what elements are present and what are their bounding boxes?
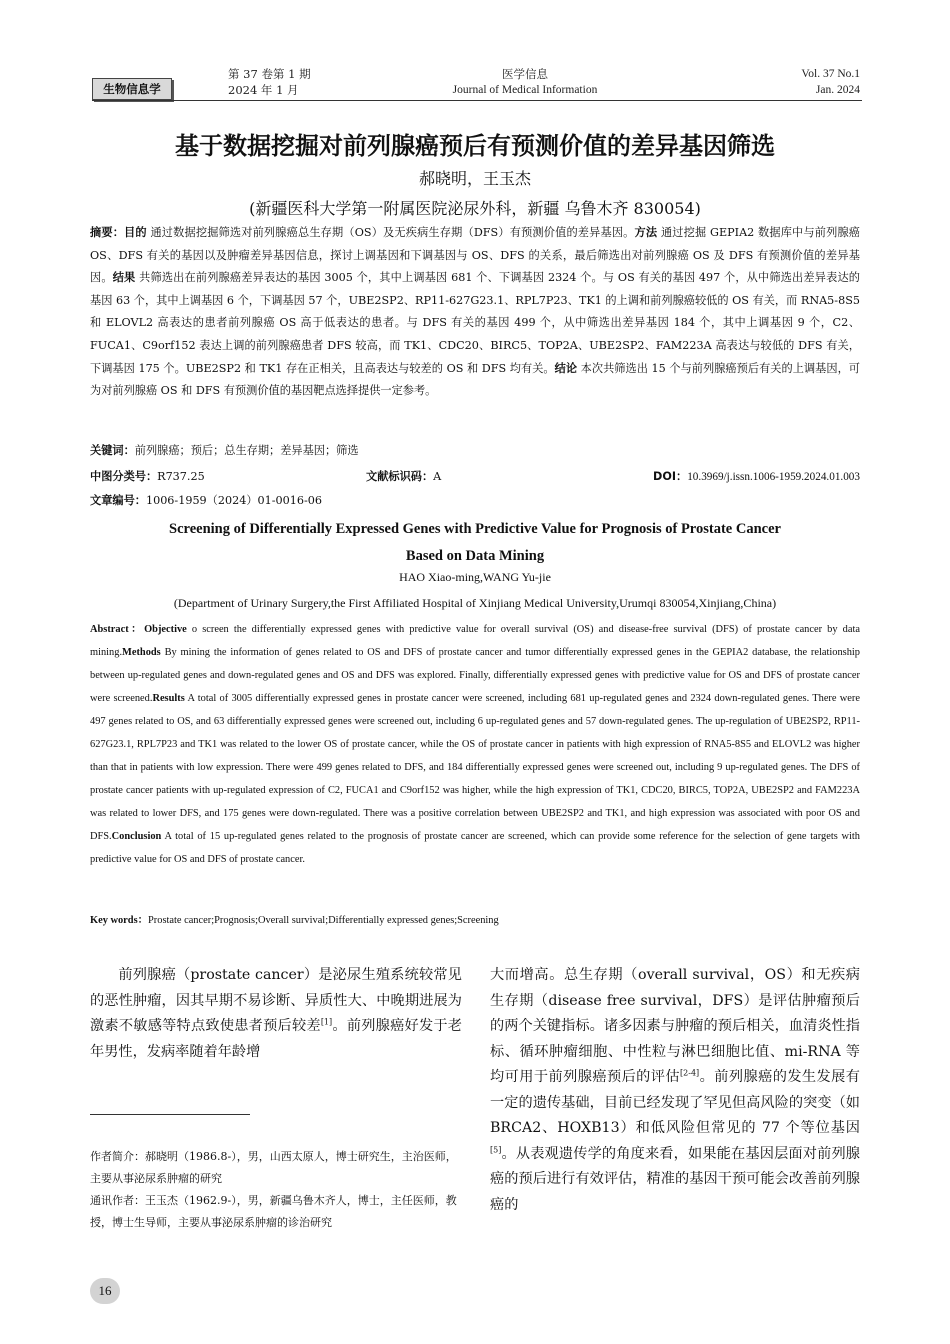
clc-value: R737.25 bbox=[157, 470, 205, 483]
abstract-en bbox=[90, 618, 860, 871]
header-journal-en: Journal of Medical Information bbox=[452, 84, 598, 96]
doi bbox=[560, 468, 860, 486]
header-volume-en bbox=[740, 66, 860, 98]
reference-5: [5] bbox=[490, 1144, 502, 1154]
english-title-line2: Based on Data Mining bbox=[405, 548, 545, 564]
abstract-en-results: A total of 3005 differentially expressed genes in prostate cancer were screened, including 681 up-regulated genes and 2324 down-regulated genes. There were 497 genes related to OS, and 63 differentially expressed genes were screened out, including 6 up-regulated genes and 57 down-regulated genes. The up-regulation of UBE2SP2, RP11-627G23.1, RPL7P23 and TK1 was related to the lower OS of prostate cancer, while the OS of prostate cancer in patients with high expression of RNA5-8S5 and ELOVL2 was higher than that in patients with low expression. There were 499 genes related to DFS, and 184 differentially expressed genes were screened out, including 9 up-regulated genes. The DFS of prostate cancer patients with up-regulated expression of C2, FUCA1 and C9orf152 was higher, while the high expression of TK1, CDC20, BIRC5, TOP2A, UBE2SP2 and FAM223A was related to lower DFS, and 175 genes were down-regulated. There was a positive correlation between UBE2SP2 and TK1, and high expression was associated with poor OS and DFS. bbox=[90, 693, 860, 842]
article-number-label: 文章编号： bbox=[90, 494, 146, 507]
header-volume-line1: 第 37 卷第 1 期 bbox=[228, 67, 311, 81]
reference-1: [1] bbox=[320, 1017, 333, 1027]
paper-authors: 郝晓明，王玉杰 bbox=[418, 169, 531, 188]
abstract-en-objective-label: Objective bbox=[144, 624, 187, 635]
abstract-cn-results-label: 结果 bbox=[112, 271, 136, 285]
footnotes bbox=[90, 1146, 462, 1234]
abstract-cn-results: 共筛选出在前列腺癌差异表达的基因 3005 个，其中上调基因 681 个、下调基因 2324 个。与 OS 有关的基因 497 个，从中筛选出差异表达的基因 63 个，其中上调基因 6 个，下调基因 57 个，UBE2SP2、RP11-627G23.1、RPL7P23、TK1 的上调和前列腺癌较低的 OS 有关，而 RNA5-8S5 和 ELOVL2 高表达的患者前列腺癌 OS 高于低表达的患者。与 DFS 有关的基因 499 个，从中筛选出差异基因 184 个，其中上调基因 9 个，C2、FUCA1、C9orf152 表达上调的前列腺癌患者 DFS 较高，而 TK1、CDC20、BIRC5、TOP2A、UBE2SP2、FAM223A 高表达与较低的 DFS 有关，下调基因 175 个。UBE2SP2 和 TK1 存在正相关，且高表达与较差的 OS 和 DFS 均有关。 bbox=[90, 271, 860, 375]
abstract-cn-conclusion: 本次共筛选出 15 个与前列腺癌预后有关的上调基因，可为对前列腺癌 OS 和 DFS 有预测价值的基因靶点选择提供一定参考。 bbox=[90, 361, 860, 398]
body-right-text2: 。前列腺癌的发生发展有一定的遗传基础，目前已经发现了罕见但高风险的突变（如 BRCA2、HOXB13）和低风险但常见的 77 个等位基因 bbox=[490, 1069, 860, 1136]
footnote-corresponding-author: 通讯作者：王玉杰（1962.9-），男，新疆乌鲁木齐人，博士，主任医师，教授，博士生导师，主要从事泌尿系肿瘤的诊治研究 bbox=[90, 1194, 457, 1229]
abstract-en-methods-label: Methods bbox=[122, 647, 161, 658]
abstract-cn-methods-label: 方法 bbox=[634, 226, 658, 239]
footnote-rule bbox=[90, 1114, 250, 1115]
header-volume-en-line1: Vol. 37 No.1 bbox=[801, 68, 860, 80]
article-number-value: 1006-1959（2024）01-0016-06 bbox=[145, 494, 323, 507]
header-volume-line2: 2024 年 1 月 bbox=[228, 83, 299, 97]
english-title bbox=[90, 516, 860, 570]
header-rule bbox=[92, 100, 862, 101]
reference-2-4: [2-4] bbox=[680, 1068, 700, 1078]
abstract-en-objective: o screen the differentially expressed genes with predictive value for overall survival (OS) and disease-free survival (DFS) of prostate cancer by data mining. bbox=[90, 624, 860, 658]
paper-affiliation: (新疆医科大学第一附属医院泌尿外科，新疆 乌鲁木齐 830054) bbox=[249, 199, 701, 218]
clc-label: 中图分类号： bbox=[90, 470, 158, 483]
body-right-text3: 。从表观遗传学的角度来看，如果能在基因层面对前列腺癌的预后进行有效评估，精准的基因干预可能会改善前列腺癌的 bbox=[490, 1145, 860, 1213]
english-title-line1: Screening of Differentially Expressed Genes with Predictive Value for Prognosis of Prostate Cancer bbox=[169, 521, 781, 537]
abstract-en-methods: By mining the information of genes related to OS and DFS of prostate cancer and tumor differentially expressed genes in the GEPIA2 database, the relationship between up-regulated genes and down-regulated genes and OS and DFS was explored. Finally, differentially expressed genes with predictive value for OS and DFS of prostate cancer were screened. bbox=[90, 647, 860, 704]
english-affiliation: (Department of Urinary Surgery,the First Affiliated Hospital of Xinjiang Medical University,Urumqi 830054,Xinjiang,China) bbox=[173, 596, 777, 610]
keywords-cn-text: 前列腺癌；预后；总生存期；差异基因；筛选 bbox=[134, 444, 359, 457]
page-number: 16 bbox=[90, 1278, 120, 1304]
header-volume bbox=[228, 66, 311, 98]
clc-number bbox=[90, 468, 205, 486]
keywords-en-text: Prostate cancer;Prognosis;Overall survival;Differentially expressed genes;Screening bbox=[148, 915, 499, 926]
section-tag: 生物信息学 bbox=[92, 78, 172, 100]
abstract-en-label: Abstract： bbox=[90, 624, 145, 635]
keywords-cn-label: 关键词： bbox=[90, 444, 135, 457]
keywords-en-label: Key words： bbox=[90, 915, 149, 926]
english-authors: HAO Xiao-ming,WANG Yu-jie bbox=[399, 570, 551, 584]
body-left-column bbox=[90, 963, 462, 1065]
paper-title: 基于数据挖掘对前列腺癌预后有预测价值的差异基因筛选 bbox=[175, 132, 775, 160]
abstract-en-conclusion-label: Conclusion bbox=[111, 831, 162, 842]
doi-value: 10.3969/j.issn.1006-1959.2024.01.003 bbox=[687, 471, 860, 483]
document-code-value: A bbox=[433, 470, 442, 483]
abstract-cn bbox=[90, 222, 860, 403]
body-right-column bbox=[490, 963, 860, 1218]
keywords-cn bbox=[90, 442, 860, 460]
header-volume-en-line2: Jan. 2024 bbox=[815, 84, 860, 96]
document-code bbox=[366, 468, 441, 486]
abstract-cn-conclusion-label: 结论 bbox=[554, 361, 578, 375]
body-left-text2: 。前列腺癌好发于老年男性，发病率随着年龄增 bbox=[90, 1018, 462, 1060]
abstract-cn-methods: 通过挖掘 GEPIA2 数据库中与前列腺癌 OS、DFS 有关的基因以及肿瘤差异基因信息，探讨上调基因和下调基因与 OS、DFS 的关系，最后筛选出对前列腺癌 OS 及 DFS 有预测价值的差异基因。 bbox=[90, 226, 860, 285]
body-right-text: 大而增高。总生存期（overall survival，OS）和无疾病生存期（disease free survival，DFS）是评估肿瘤预后的两个关键指标。诸多因素与肿瘤的预后相关，血清炎性指标、循环肿瘤细胞、中性粒与淋巴细胞比值、mi-RNA 等均可用于前列腺癌预后的评估 bbox=[490, 967, 860, 1085]
body-left-text: 前列腺癌（prostate cancer）是泌尿生殖系统较常见的恶性肿瘤，因其早期不易诊断、异质性大、中晚期进展为激素不敏感等特点致使患者预后较差 bbox=[90, 967, 462, 1034]
abstract-en-results-label: Results bbox=[152, 693, 185, 704]
abstract-cn-objective: 通过数据挖掘筛选对前列腺癌总生存期（OS）及无疾病生存期（DFS）有预测价值的差异基因。 bbox=[146, 226, 635, 239]
doi-label: DOI： bbox=[653, 470, 688, 483]
abstract-cn-objective-label: 目的 bbox=[124, 226, 147, 239]
abstract-cn-label: 摘要： bbox=[90, 226, 125, 239]
article-number bbox=[90, 492, 322, 510]
abstract-en-conclusion: A total of 15 up-regulated genes related to the prognosis of prostate cancer are screened, which can provide some reference for the selection of gene targets with predictive value for OS and DFS of prostate cancer. bbox=[90, 831, 860, 865]
header-journal-cn: 医学信息 bbox=[502, 67, 548, 81]
header-journal bbox=[400, 66, 650, 98]
footnote-author-intro: 作者简介：郝晓明（1986.8-），男，山西太原人，博士研究生，主治医师，主要从事泌尿系肿瘤的研究 bbox=[90, 1150, 457, 1185]
document-code-label: 文献标识码： bbox=[366, 470, 434, 483]
keywords-en bbox=[90, 912, 860, 930]
